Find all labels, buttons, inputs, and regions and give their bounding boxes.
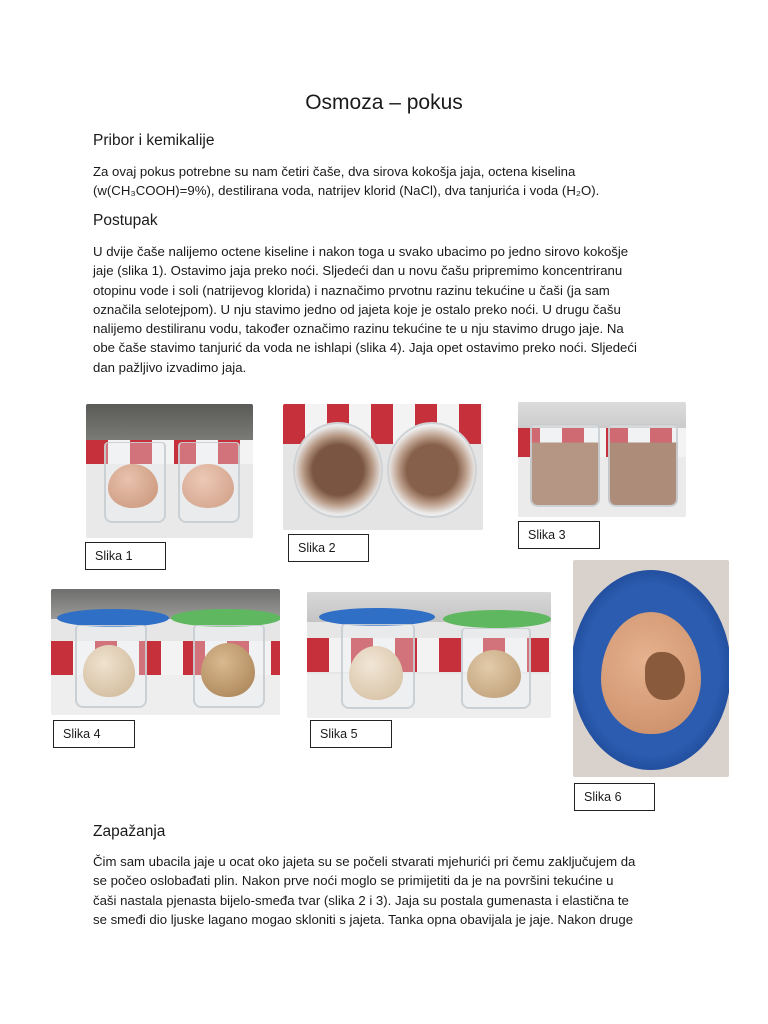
photo-slika-6 xyxy=(573,560,729,777)
text-line: se smeđi dio ljuske lagano mogao skloniti s jajeta. Tanka opna obavijala je jaje. Nakon druge xyxy=(93,911,634,927)
photo-slika-2 xyxy=(283,404,483,530)
section-heading-postupak: Postupak xyxy=(93,212,158,229)
text-line: jaje (slika 1). Ostavimo jaja preko noći. Sljedeći dan u novu čašu pripremimo koncentriranu xyxy=(93,263,623,279)
text-line: označila selotejpom). U nju stavimo jedno od jajeta koje je ostalo preko noći. U drugu čašu xyxy=(93,301,621,317)
text-line: U dvije čaše nalijemo octene kiseline i nakon toga u svako ubacimo po jedno sirovo kokošje xyxy=(93,244,629,259)
text-line: čaši nastala pjenasta bijelo-smeđa tvar (slika 2 i 3). Jaja su postala gumenasta i elastična te xyxy=(93,892,629,908)
caption-slika-3: Slika 3 xyxy=(518,521,600,549)
section-heading-zapazanja: Zapažanja xyxy=(93,823,166,840)
caption-slika-1: Slika 1 xyxy=(85,542,166,570)
text-line: dan pažljivo izvadimo jaja. xyxy=(93,359,247,375)
caption-slika-6: Slika 6 xyxy=(574,783,655,811)
section-heading-pribor: Pribor i kemikalije xyxy=(93,132,215,149)
photo-slika-1 xyxy=(86,404,253,538)
page-title: Osmoza – pokus xyxy=(305,91,463,114)
text-line: (w(CH₃COOH)=9%), destilirana voda, natrijev klorid (NaCl), dva tanjurića i voda (H₂O). xyxy=(93,183,600,199)
text-line: otopinu vode i soli (natrijevog klorida) i naznačimo prvotnu razinu tekućine u čaši (ja sam xyxy=(93,282,610,298)
paragraph-postupak xyxy=(93,242,683,377)
photo-slika-4 xyxy=(51,589,280,715)
paragraph-zapazanja xyxy=(93,852,683,929)
caption-slika-4: Slika 4 xyxy=(53,720,135,748)
text-line: nalijemo destiliranu vodu, također označimo razinu tekućine te u nju stavimo drugo jaje. Na xyxy=(93,321,624,337)
paragraph-pribor xyxy=(93,162,683,201)
caption-slika-5: Slika 5 xyxy=(310,720,392,748)
text-line: obe čaše stavimo tanjurić da voda ne ishlapi (slika 4). Jaja opet ostavimo preko noći. Sljedeći xyxy=(93,340,637,356)
caption-slika-2: Slika 2 xyxy=(288,534,369,562)
text-line: se počeo oslobađati plin. Nakon prve noći moglo se primijetiti da je na površini tekućine u xyxy=(93,873,614,889)
photo-slika-3 xyxy=(518,402,686,517)
text-line: Za ovaj pokus potrebne su nam četiri čaše, dva sirova kokošja jaja, octena kiselina xyxy=(93,164,576,179)
text-line: Čim sam ubacila jaje u ocat oko jajeta su se počeli stvarati mjehurići pri čemu zaključujem da xyxy=(93,854,636,869)
photo-slika-5 xyxy=(307,592,551,718)
